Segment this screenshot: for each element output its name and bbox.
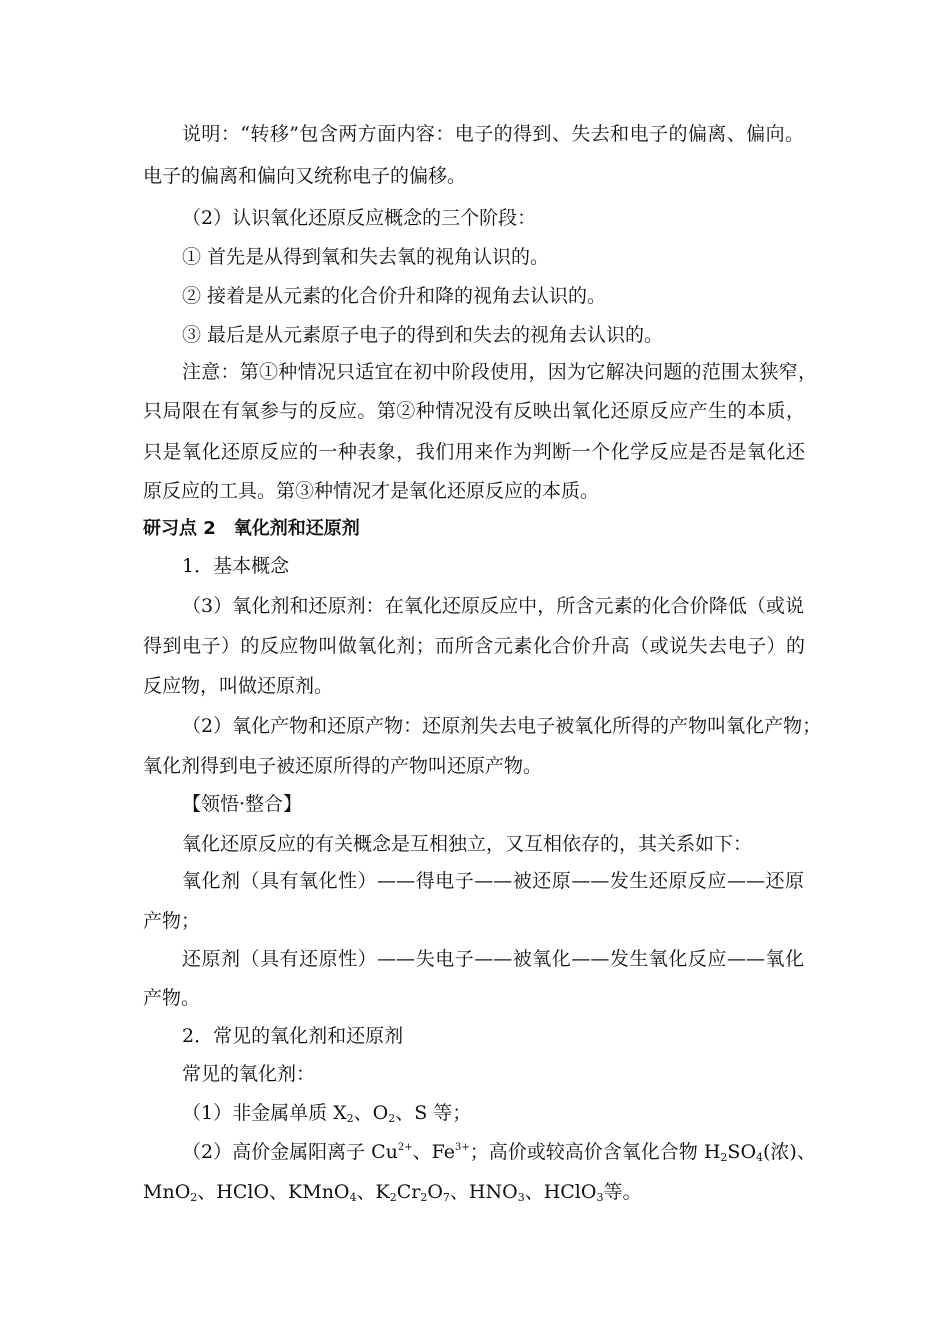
section-heading: 研习点 2 氧化剂和还原剂: [143, 518, 360, 539]
paragraph-line: 氧化还原反应的有关概念是互相独立，又互相依存的，其关系如下：: [182, 833, 753, 855]
list-item: （2）高价金属阳离子 $Cu^{2+}$、$Fe^{3+}$；高价或较高价含氧化合物 $H_2SO_4$(浓)、: [182, 1141, 816, 1164]
paragraph-line: （3）氧化剂和还原剂：在氧化还原反应中，所含元素的化合价降低（或说: [182, 595, 804, 617]
paragraph-line: 得到电子）的反应物叫做氧化剂；而所含元素化合价升高（或说失去电子）的: [143, 635, 805, 657]
list-item: （1）非金属单质 $X_2$、$O_2$、S 等；: [182, 1102, 472, 1125]
subheading: 2．常见的氧化剂和还原剂: [182, 1025, 404, 1047]
paragraph-line: 氧化剂（具有氧化性）——得电子——被还原——发生还原反应——还原: [182, 870, 804, 892]
paragraph-line: 说明：“转移”包含两方面内容：电子的得到、失去和电子的偏离、偏向。: [182, 123, 804, 145]
paragraph-line: （2）认识氧化还原反应概念的三个阶段：: [182, 207, 537, 229]
paragraph-line: MnO$_2$、HClO、KMnO$_4$、$K_2Cr_2O_7$、$HNO_3$、HClO$_3$等。: [143, 1181, 642, 1204]
paragraph-line: 常见的氧化剂：: [182, 1063, 316, 1085]
paragraph-line: 产物；: [143, 910, 201, 932]
paragraph-line: 原反应的工具。第③种情况才是氧化还原反应的本质。: [143, 480, 600, 502]
list-item: ③ 最后是从元素原子电子的得到和失去的视角去认识的。: [182, 324, 664, 346]
paragraph-line: 只局限在有氧参与的反应。第②种情况没有反映出氧化还原反应产生的本质，: [143, 400, 805, 422]
paragraph-line: 产物。: [143, 987, 201, 1009]
list-item: ① 首先是从得到氧和失去氧的视角认识的。: [182, 246, 550, 268]
subheading: 【领悟·整合】: [182, 793, 303, 815]
paragraph-line: 电子的偏离和偏向又统称电子的偏移。: [143, 165, 467, 187]
subheading: 1．基本概念: [182, 555, 290, 577]
list-item: ② 接着是从元素的化合价升和降的视角去认识的。: [182, 285, 607, 307]
paragraph-line: 还原剂（具有还原性）——失电子——被氧化——发生氧化反应——氧化: [182, 948, 804, 970]
paragraph-line: 反应物，叫做还原剂。: [143, 675, 334, 697]
paragraph-line: 注意：第①种情况只适宜在初中阶段使用，因为它解决问题的范围太狭窄，: [182, 361, 817, 383]
paragraph-line: 只是氧化还原反应的一种表象，我们用来作为判断一个化学反应是否是氧化还: [143, 441, 805, 463]
paragraph-line: （2）氧化产物和还原产物：还原剂失去电子被氧化所得的产物叫氧化产物；: [182, 715, 822, 737]
paragraph-line: 氧化剂得到电子被还原所得的产物叫还原产物。: [143, 755, 543, 777]
